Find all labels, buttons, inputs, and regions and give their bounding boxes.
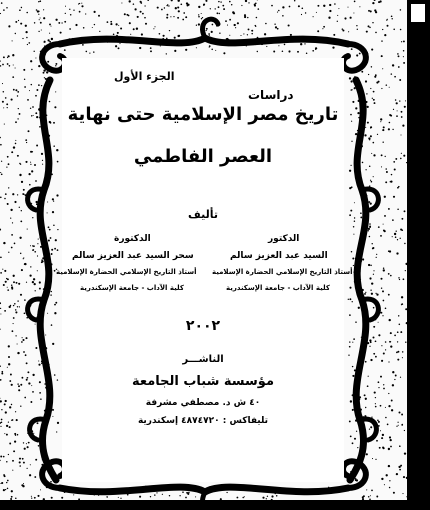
publisher-phone: تليفاكس : ٤٨٧٤٧٢٠ إسكندرية (137, 416, 269, 426)
scrollbar-thumb[interactable] (411, 4, 425, 22)
author1-name: السيد عبد العزيز سالم (230, 251, 328, 261)
author2-affiliation: كلية الآداب - جامعة الإسكندرية (80, 284, 184, 292)
series-label: دراسات (248, 88, 294, 102)
bottom-bar (0, 500, 430, 510)
side-scroll-area[interactable] (407, 0, 430, 500)
author1-position: أستاذ التاريخ الإسلامي الحضارة الإسلامية (212, 268, 353, 276)
book-title-line1: تاريخ مصر الإسلامية حتى نهاية (67, 104, 339, 125)
author1-affiliation: كلية الآداب - جامعة الإسكندرية (226, 284, 330, 292)
author2-title: الدكتورة (114, 234, 151, 244)
author2-position: أستاذ التاريخ الإسلامي الحضارة الإسلامية (56, 268, 197, 276)
title-panel (56, 58, 353, 482)
author2-name: سحر السيد عبد العزيز سالم (72, 251, 194, 261)
book-title-line2: العصر الفاطمي (133, 146, 273, 167)
publisher-address: ٤٠ ش د. مصطفي مشرفة (145, 398, 261, 408)
publisher-name: مؤسسة شباب الجامعة (131, 374, 275, 389)
author1-title: الدكتور (268, 234, 300, 244)
publisher-label: الناشـــر (182, 354, 224, 365)
authorship-label: تأليف (188, 208, 218, 221)
volume-label: الجزء الأول (114, 70, 175, 83)
publication-year: ٢٠٠٢ (185, 318, 221, 334)
